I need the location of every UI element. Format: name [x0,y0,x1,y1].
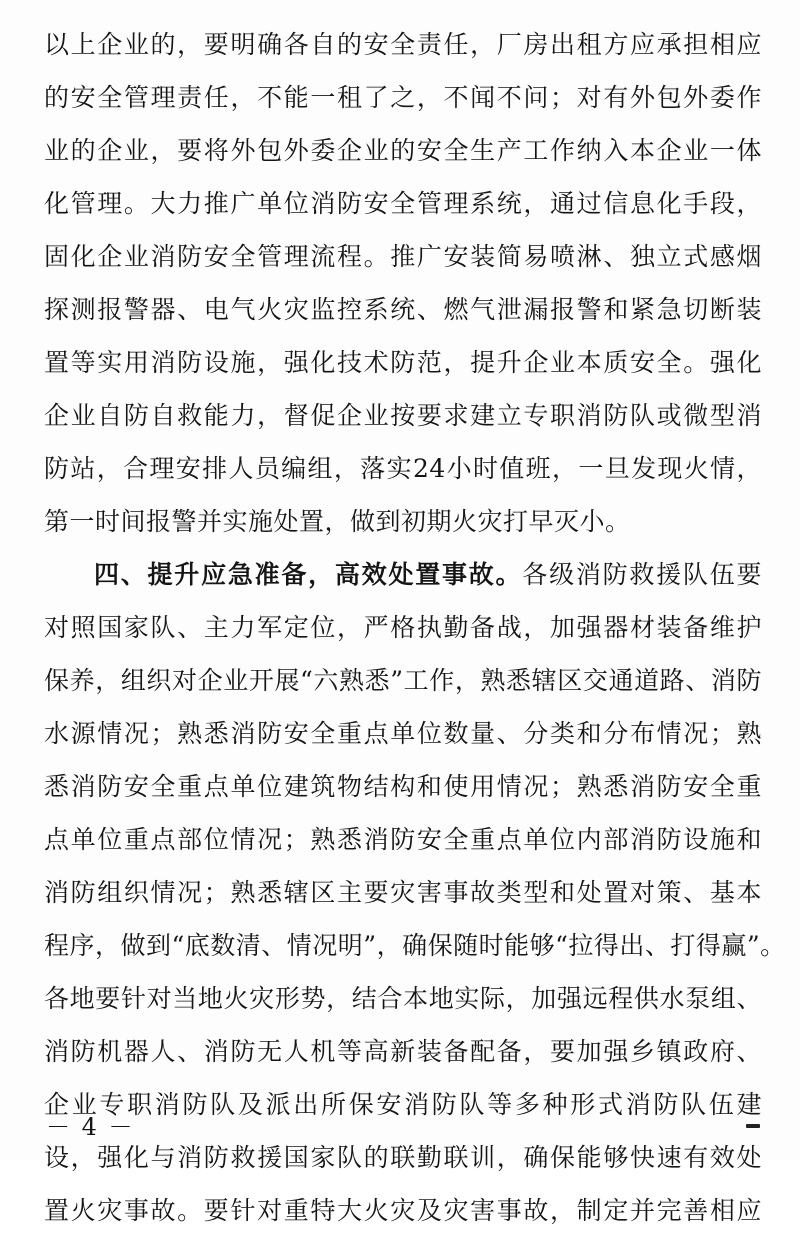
text-line: 悉消防安全重点单位建筑物结构和使用情况；熟悉消防安全重 [44,772,762,801]
text-line: 设，强化与消防救援国家队的联勤联训，确保能够快速有效处 [44,1143,762,1172]
text-line: 程序，做到“底数清、情况明”，确保随时能够“拉得出、打得赢”。 [44,931,786,960]
page-number: － 4 － [46,1113,135,1141]
text-line: 第一时间报警并实施处置，做到初期火灾打早灭小。 [44,507,631,536]
text-line: 置等实用消防设施，强化技术防范，提升企业本质安全。强化 [44,348,762,377]
text-line: 业的企业，要将外包外委企业的安全生产工作纳入本企业一体 [44,136,762,165]
text-line: 以上企业的，要明确各自的安全责任，厂房出租方应承担相应 [44,30,762,59]
text-line: 保养，组织对企业开展“六熟悉”工作，熟悉辖区交通道路、消防 [44,666,762,695]
text-line: 探测报警器、电气火灾监控系统、燃气泄漏报警和紧急切断装 [44,295,762,324]
text-line: 固化企业消防安全管理流程。推广安装简易喷淋、独立式感烟 [44,242,762,271]
text-line: 的安全管理责任，不能一租了之，不闻不问；对有外包外委作 [44,83,762,112]
section-heading: 四、提升应急准备，高效处置事故。 [94,560,523,589]
text-line: 消防组织情况；熟悉辖区主要灾害事故类型和处置对策、基本 [44,878,762,907]
text-line: 企业专职消防队及派出所保安消防队等多种形式消防队伍建 [44,1090,762,1119]
text-line: 防站，合理安排人员编组，落实24小时值班，一旦发现火情， [44,454,762,483]
text-line: 置火灾事故。要针对重特大火灾及灾害事故，制定并完善相应 [44,1196,762,1225]
text-line: 对照国家队、主力军定位，严格执勤备战，加强器材装备维护 [44,613,762,642]
scan-mark [746,1124,760,1128]
heading-line-text: 各级消防救援队伍要 [522,560,762,589]
text-line: 点单位重点部位情况；熟悉消防安全重点单位内部消防设施和 [44,825,762,854]
section-heading-line [44,548,762,601]
text-line: 各地要针对当地火灾形势，结合本地实际，加强远程供水泵组、 [44,984,762,1013]
text-line: 企业自防自救能力，督促企业按要求建立专职消防队或微型消 [44,401,762,430]
text-line: 化管理。大力推广单位消防安全管理系统，通过信息化手段， [44,189,762,218]
document-body [44,18,786,1237]
text-line: 水源情况；熟悉消防安全重点单位数量、分类和分布情况；熟 [44,719,762,748]
text-line: 消防机器人、消防无人机等高新装备配备，要加强乡镇政府、 [44,1037,762,1066]
